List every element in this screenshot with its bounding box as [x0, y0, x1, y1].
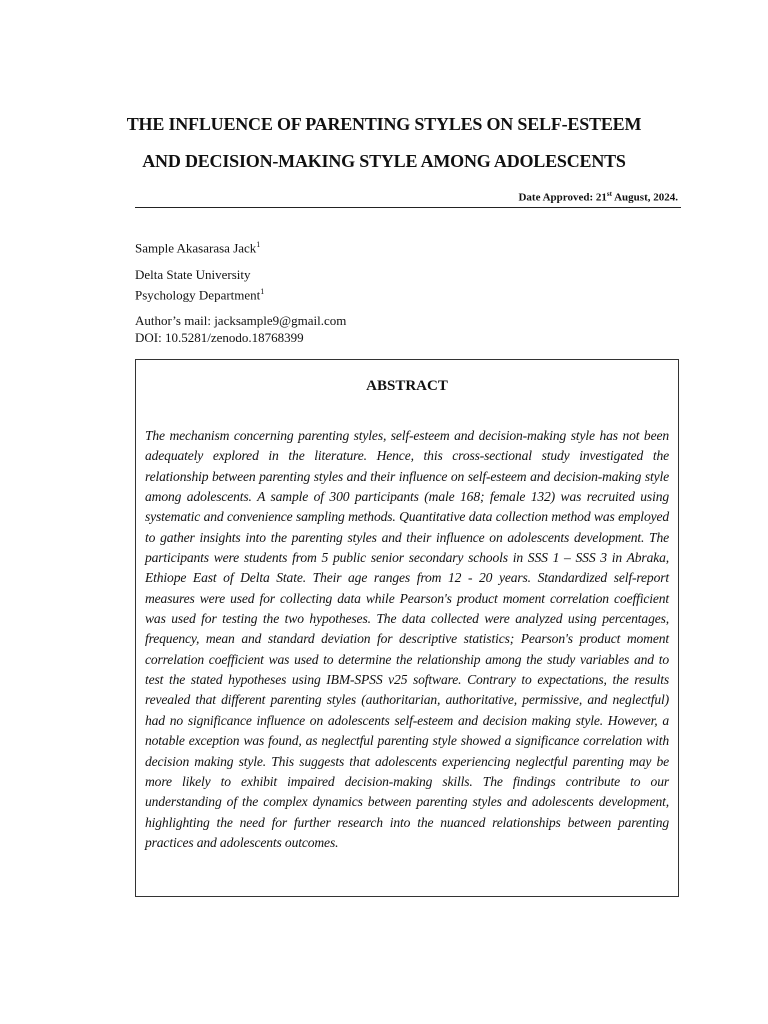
date-approved-ordinal: st [606, 190, 612, 198]
abstract-box [135, 359, 679, 897]
date-approved-suffix: August, 2024. [611, 191, 678, 204]
author-mail: Author’s mail: jacksample9@gmail.com [135, 313, 347, 328]
date-approved [518, 190, 678, 204]
contact-block [135, 312, 346, 346]
department-line [135, 283, 264, 303]
header-divider [135, 207, 681, 208]
date-approved-prefix: Date Approved: 21 [518, 191, 607, 204]
paper-title [120, 106, 648, 180]
department: Psychology Department [135, 287, 261, 303]
institution: Delta State University [135, 267, 251, 282]
author-name: Sample Akasarasa Jack [135, 240, 257, 256]
abstract-heading: ABSTRACT [366, 378, 448, 394]
department-affiliation-mark: 1 [260, 287, 265, 296]
author-affiliation-mark: 1 [256, 240, 261, 249]
paper-title-line-1: THE INFLUENCE OF PARENTING STYLES ON SELF-ESTEEM [126, 114, 642, 134]
doi: DOI: 10.5281/zenodo.18768399 [135, 330, 304, 345]
affiliation-block [135, 266, 264, 303]
author-line [135, 236, 260, 256]
paper-title-line-2: AND DECISION-MAKING STYLE AMONG ADOLESCENTS [142, 151, 626, 171]
abstract-text: The mechanism concerning parenting styles, self-esteem and decision-making style has not been adequately explored in the literature. Hence, this cross-sectional study investigated the relationship between parenting styles and their influence on self-esteem and decision-making style among adolescents. A sample of 300 participants (male 168; female 132) was recruited using systematic and convenience sampling methods. Quantitative data collection method was employed to gather insights into the parenting styles and their influence on adolescents development. The participants were students from 5 public senior secondary schools in SSS 1 – SSS 3 in Abraka, Ethiope East of Delta State. Their age ranges from 12 - 20 years. Standardized self-report measures were used for collecting data while Pearson's product moment correlation coefficient was used for testing the two hypotheses. The data collected were analyzed using percentages, frequency, mean and standard deviation for descriptive statistics; Pearson's product moment correlation coefficient was used to determine the relationship among the study variables and to test the stated hypotheses using IBM-SPSS v25 software. Contrary to expectations, the results revealed that different parenting styles (authoritarian, authoritative, permissive, and neglectful) had no significance influence on adolescents self-esteem and decision making style. However, a notable exception was found, as neglectful parenting style showed a significance correlation with decision making style. This suggests that adolescents experiencing neglectful parenting may be more likely to exhibit impaired decision-making skills. The findings contribute to our understanding of the complex dynamics between parenting styles and adolescents development, highlighting the need for further research into the nuanced relationships between parenting practices and adolescents outcomes. [145, 428, 669, 850]
